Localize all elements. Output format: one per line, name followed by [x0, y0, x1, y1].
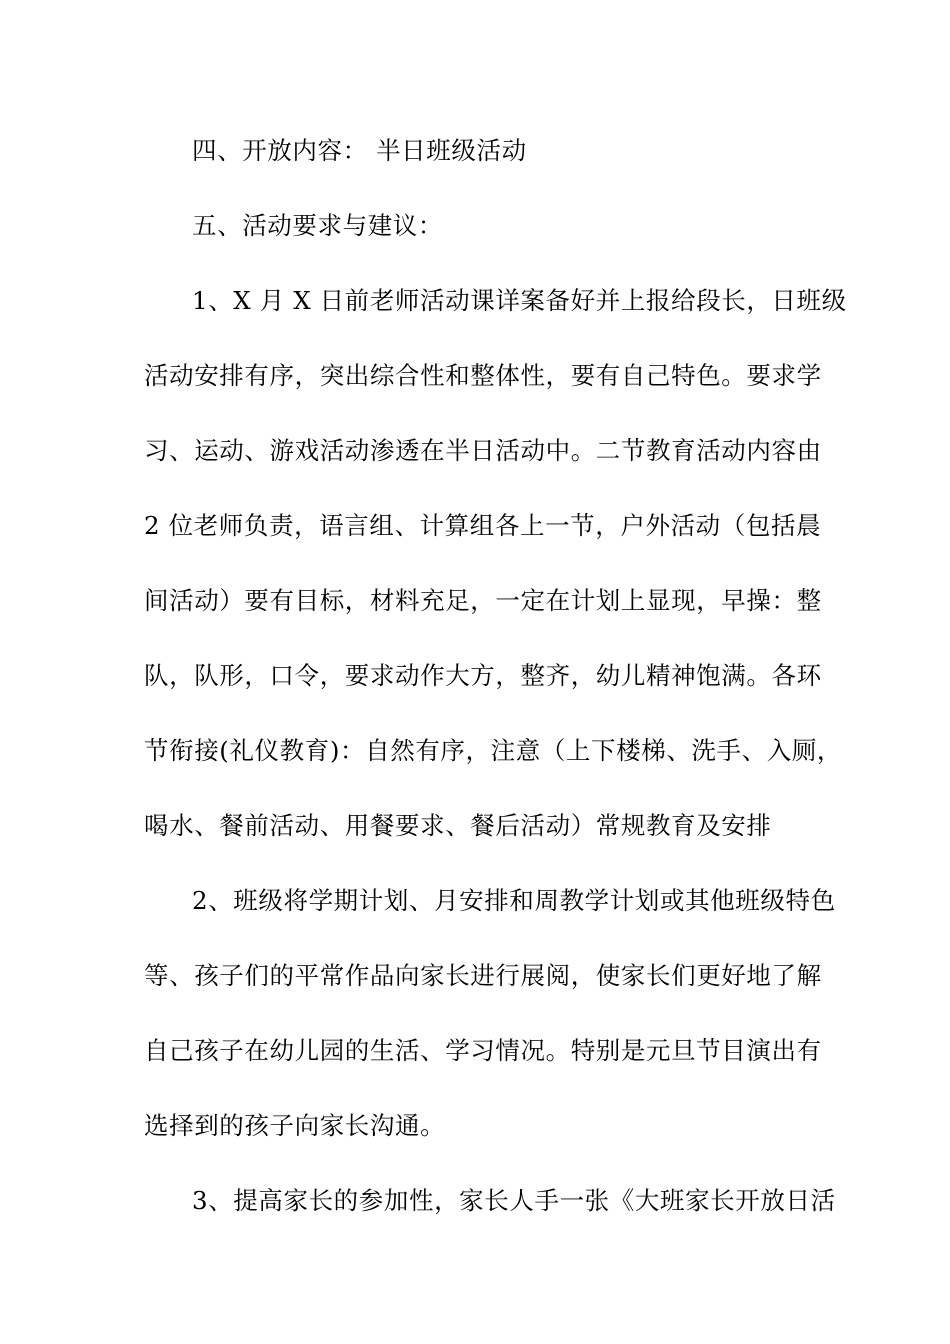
paragraph-line: 2、班级将学期计划、月安排和周教学计划或其他班级特色 [192, 886, 836, 915]
paragraph-line: 喝水、餐前活动、用餐要求、餐后活动）常规教育及安排 [144, 811, 772, 840]
paragraph-line: 自己孩子在幼儿园的生活、学习情况。特别是元旦节目演出有 [144, 1036, 822, 1065]
paragraph-line: 节衔接(礼仪教育)：自然有序，注意（上下楼梯、洗手、入厕， [144, 736, 843, 765]
paragraph-line: 选择到的孩子向家长沟通。 [144, 1111, 446, 1140]
paragraph-line: 习、运动、游戏活动渗透在半日活动中。二节教育活动内容由 [144, 436, 822, 465]
paragraph-line: 队，队形，口令，要求动作大方，整齐，幼儿精神饱满。各环 [144, 661, 822, 690]
section-heading-open-content: 四、开放内容： 半日班级活动 [192, 136, 527, 165]
paragraph-line: 活动安排有序，突出综合性和整体性，要有自己特色。要求学 [144, 361, 822, 390]
paragraph-line: 间活动）要有目标，材料充足，一定在计划上显现，早操：整 [144, 586, 822, 615]
paragraph-line: 3、提高家长的参加性，家长人手一张《大班家长开放日活 [192, 1186, 836, 1215]
paragraph-line: 等、孩子们的平常作品向家长进行展阅，使家长们更好地了解 [144, 961, 822, 990]
paragraph-line: 2 位老师负责，语言组、计算组各上一节，户外活动（包括晨 [144, 511, 822, 540]
paragraph-line: 1、X 月 X 日前老师活动课详案备好并上报给段长，日班级 [192, 286, 847, 315]
section-heading-requirements: 五、活动要求与建议： [192, 211, 443, 240]
